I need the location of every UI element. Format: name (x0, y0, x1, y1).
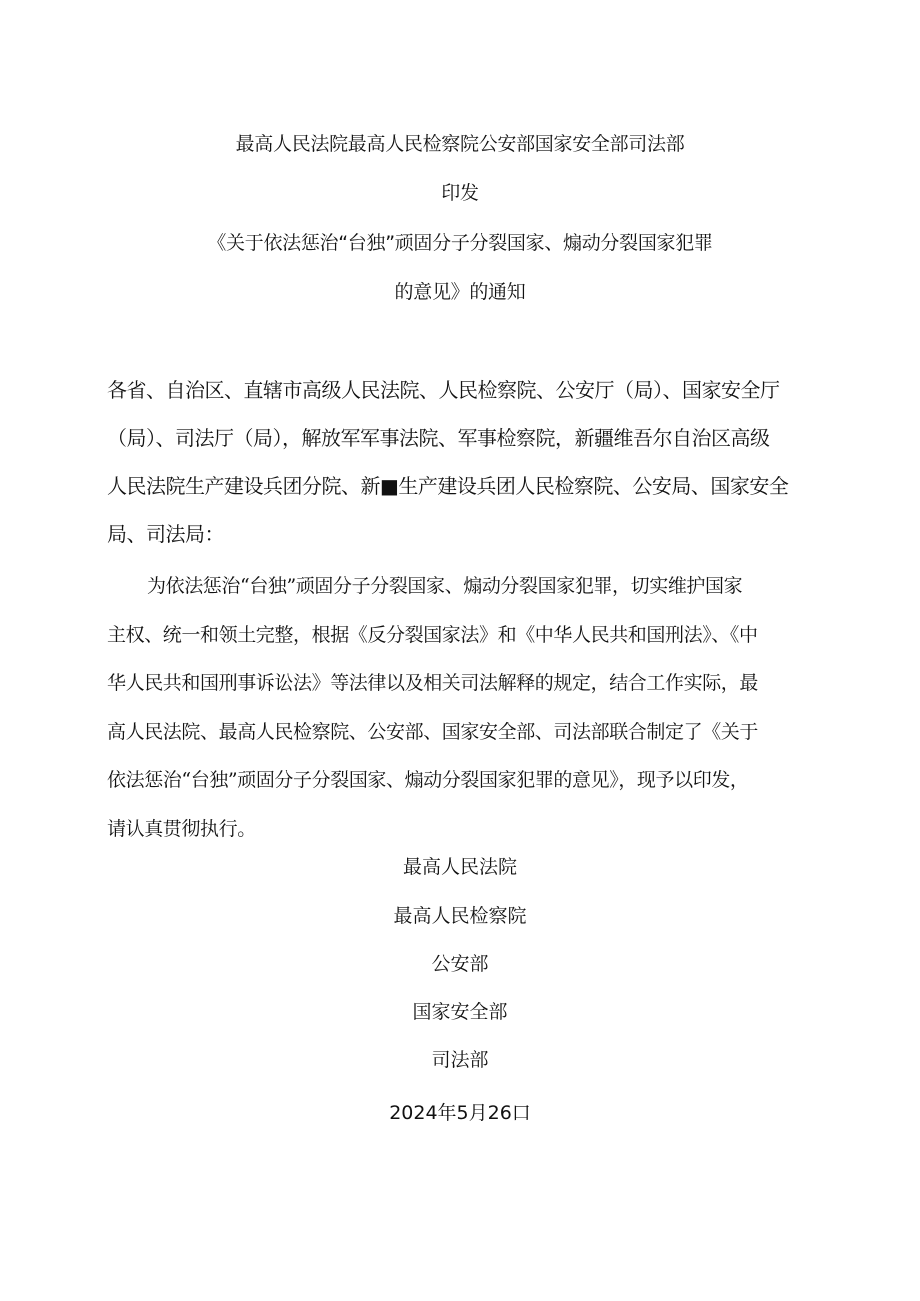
signatory-supreme-court: 最高人民法院 (402, 856, 517, 878)
addressee-line: 人民法院生产建设兵团分院、新■生产建设兵团人民检察院、公安局、国家安全 (107, 474, 789, 498)
body-line: 华人民共和国刑事诉讼法》等法律以及相关司法解释的规定，结合工作实际，最 (107, 672, 759, 694)
addressee-line: 各省、自治区、直辖市高级人民法院、人民检察院、公安厅（局）、国家安全厅 (107, 378, 780, 402)
issue-date: 2024年5月26口 (389, 1102, 531, 1124)
signatory-public-security: 公安部 (431, 953, 489, 975)
body-paragraph (107, 562, 819, 853)
addressee-line: 局、司法局： (107, 522, 224, 546)
notice-title-line-4: 的意见》的通知 (394, 281, 526, 303)
signatory-procuratorate: 最高人民检察院 (393, 905, 527, 927)
body-line: 主权、统一和领土完整，根据《反分裂国家法》和《中华人民共和国刑法》、《中 (107, 623, 758, 646)
notice-title-line-2: 印发 (441, 182, 479, 204)
signatory-justice: 司法部 (431, 1049, 489, 1071)
signatory-state-security: 国家安全部 (412, 1001, 508, 1023)
notice-title-line-3: 《关于依法惩治“台独”顽固分子分裂国家、煽动分裂国家犯罪 (207, 232, 713, 254)
notice-title-line-1: 最高人民法院最高人民检察院公安部国家安全部司法部 (235, 133, 685, 155)
body-line: 依法惩治“台独”顽固分子分裂国家、煽动分裂国家犯罪的意见》，现予以印发， (107, 769, 749, 791)
addressee-block (107, 366, 819, 558)
body-line: 请认真贯彻执行。 (107, 817, 256, 840)
addressee-line: （局）、司法厅（局），解放军军事法院、军事检察院，新疆维吾尔自治区高级 (107, 426, 770, 450)
body-line: 为依法惩治“台独”顽固分子分裂国家、煽动分裂国家犯罪，切实维护国家 (147, 575, 743, 597)
body-line: 高人民法院、最高人民检察院、公安部、国家安全部、司法部联合制定了《关于 (107, 720, 759, 743)
